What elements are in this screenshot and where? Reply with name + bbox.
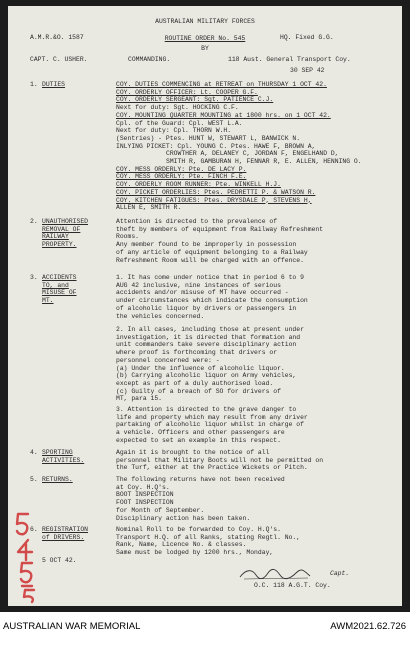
paragraph-line: for Month of September.	[116, 506, 205, 514]
paragraph-line: the vehicles concerned.	[116, 312, 205, 320]
section-number: 1.	[30, 81, 38, 88]
paragraph-line: Disciplinary action has been taken.	[116, 514, 251, 522]
section-title-railway-line2: REMOVAL OF	[42, 225, 81, 233]
paragraph-line: investigation, it is directed that formation and	[116, 333, 301, 341]
paragraph-line: Refreshment Room will be charged with an offence.	[116, 256, 304, 264]
routine-order-number: ROUTINE ORDER No. 545	[164, 35, 246, 42]
paragraph-line: theft by members of equipment from Railway Refreshment	[116, 225, 324, 233]
duty-line: ALLEN E, SMITH R.	[116, 204, 182, 212]
section-title-registration-line2: of DRIVERS.	[42, 533, 85, 541]
paragraph-line: MT, para 15.	[116, 395, 163, 403]
duty-line: COY. MESS ORDERLY: Pte. DE LACY P.	[116, 165, 247, 173]
section-title-railway: UNAUTHORISED	[42, 218, 89, 225]
signature-rank: Capt.	[330, 570, 350, 577]
paragraph-line: (c) Guilty of a breach of SO for drivers of	[116, 387, 281, 395]
paragraph-line: The following returns have not been received	[116, 476, 285, 483]
duty-line: INLYING PICKET: Cpl. YOUNG C. Ptes. HAWE F, BROWN A,	[116, 142, 316, 150]
duty-line: COY. ORDERLY ROOM RUNNER: Pte. WINKELL H.J.	[116, 181, 281, 189]
section-number: 6.	[30, 526, 38, 533]
duty-line: CROWTHER A, DELANEY C, JORDAN F, ENGELHAND D,	[166, 150, 339, 158]
paragraph-line: 3. Attention is directed to the grave danger to	[116, 406, 297, 413]
paragraph-line: (a) Under the influence of alcoholic liquor.	[116, 364, 285, 372]
paragraph-line: life and property which may result from any driver	[116, 413, 308, 421]
by-label: BY	[201, 45, 209, 52]
paragraph-line: 5 OCT 42.	[42, 556, 77, 564]
duty-line: Cpl. of the Guard: Cpl. WEST L.A.	[116, 119, 243, 127]
section-title-railway-line4: PROPERTY.	[42, 241, 77, 249]
paragraph-line: Attention is directed to the prevalence of	[116, 218, 278, 225]
paragraph-line: accidents and/or misuse of MT have occurred -	[116, 289, 289, 297]
archive-footer	[0, 612, 410, 653]
paragraph-line: personnel concerned were: -	[116, 356, 220, 364]
handwritten-annotation	[8, 508, 52, 604]
paragraph-line: BOOT INSPECTION	[116, 491, 174, 499]
duty-line: COY. ORDERLY SERGEANT: Sgt. PATIENCE C.J.	[116, 96, 274, 104]
paragraph-line: AUG 42 inclusive, nine instances of serious	[116, 281, 281, 289]
section-number: 4.	[30, 449, 38, 456]
paragraph-line: Same must be lodged by 1200 hrs., Monday,	[116, 549, 274, 557]
paragraph-line: Transport H.Q. of all Ranks, stating Regtl. No.,	[116, 533, 301, 541]
footer-institution: AUSTRALIAN WAR MEMORIAL	[3, 621, 141, 632]
section-title-returns: RETURNS.	[42, 476, 73, 483]
paragraph-line: of any article of equipment belonging to a Railway	[116, 248, 308, 256]
section-number: 2.	[30, 218, 38, 225]
paragraph-line: personnel that Military Boots will not be permitted on	[116, 456, 324, 464]
paragraph-line: at Coy. H.Q's.	[116, 483, 170, 491]
document-title: AUSTRALIAN MILITARY FORCES	[155, 18, 255, 25]
paragraph-line: where proof is forthcoming that drivers or	[116, 349, 278, 357]
order-date: 30 SEP 42	[290, 67, 325, 74]
paragraph-line: a vehicle. Officers and other passengers are	[116, 429, 285, 437]
paragraph-line: of alcoholic liquor by drivers or passengers in	[116, 304, 297, 312]
commanding-label: COMMANDING.	[128, 56, 171, 63]
duty-line: COY. DUTIES COMMENCING at RETREAT on THURSDAY 1 OCT 42.	[116, 81, 327, 88]
duty-line: COY. ORDERLY OFFICER: Lt. COOPER G.F.	[116, 88, 258, 96]
captain-name: CAPT. C. USHER.	[30, 56, 88, 63]
hq-label: HQ. Fixed G.G.	[280, 34, 334, 41]
paragraph-line: under circumstances which indicate the consumption	[116, 297, 308, 305]
paragraph-line: Again it is brought to the notice of all	[116, 449, 270, 456]
paragraph-line: Any member found to be improperly in possession	[116, 241, 297, 249]
paragraph-line: expected to set an example in this respect.	[116, 436, 281, 444]
duty-line: COY. MOUNTING QUARTER MOUNTING at 1800 hrs. on 1 OCT 42.	[116, 111, 331, 119]
officer-commanding: O.C. 118 A.G.T. Coy.	[254, 582, 331, 589]
section-title-accidents-line3: MISUSE OF	[42, 289, 77, 297]
section-title-accidents-line2: TO, and	[42, 281, 69, 289]
duty-line: Next for duty: Cpl. THORN W.H.	[116, 127, 232, 135]
duty-line: Next for duty: Sgt. HOCKING C.F.	[116, 104, 239, 112]
reference-number: A.M.R.&O. 1587	[30, 34, 84, 41]
section-title-accidents: ACCIDENTS	[42, 274, 77, 281]
paragraph-line: unit commanders take severe disciplinary action	[116, 341, 297, 349]
duty-line: COY. MESS ORDERLY: Pte. FINCH F.E.	[116, 173, 247, 181]
unit-name: 118 Aust. General Transport Coy.	[228, 56, 351, 63]
duty-line: COY. PICKET ORDERLIES: Ptes. PEDRETTI P. & WATSON R.	[116, 188, 316, 196]
paragraph-line: partaking of alcoholic liquor whilst in charge of	[116, 421, 304, 429]
section-title-sporting: SPORTING	[42, 449, 73, 456]
duty-line: COY. KITCHEN FATIGUES: Ptes. DRYSDALE P, STEVENS H,	[116, 196, 312, 204]
paragraph-line: (b) Carrying alcoholic liquor on Army vehicles,	[116, 372, 297, 380]
document-page	[8, 6, 402, 606]
duty-line: (Sentries) - Ptes. HUNT W, STEWART L, BANWICK N.	[116, 134, 301, 142]
section-title-duties: DUTIES	[42, 81, 66, 88]
paragraph-line: 2. In all cases, including those at present under	[116, 326, 304, 333]
paragraph-line: Rooms.	[116, 233, 140, 241]
section-title-railway-line3: RAILWAY	[42, 233, 69, 241]
footer-catalog-id: AWM2021.62.726	[330, 621, 406, 632]
paragraph-line: Rank, Name, Licence No. & classes.	[116, 541, 247, 549]
section-number: 5.	[30, 476, 38, 483]
section-title-sporting-line2: ACTIVITIES.	[42, 456, 85, 464]
duty-line: SMITH R, GAMBURAN H, FENNAR R, E. ALLEN, HENNING O.	[166, 158, 362, 165]
paragraph-line: 1. It has come under notice that in period 6 to 9	[116, 274, 304, 281]
section-number: 3.	[30, 274, 38, 281]
paragraph-line: FOOT INSPECTION	[116, 499, 174, 507]
paragraph-line: Nominal Roll to be forwarded to Coy. H.Q's.	[116, 526, 281, 533]
handwritten-signature	[238, 567, 328, 581]
section-title-accidents-line4: MT.	[42, 297, 54, 305]
section-title-registration: REGISTRATION	[42, 526, 89, 533]
paragraph-line: except as part of a duly authorised load.	[116, 379, 274, 387]
paragraph-line: the Turf, either at the Practice Wickets or Pitch.	[116, 464, 308, 472]
